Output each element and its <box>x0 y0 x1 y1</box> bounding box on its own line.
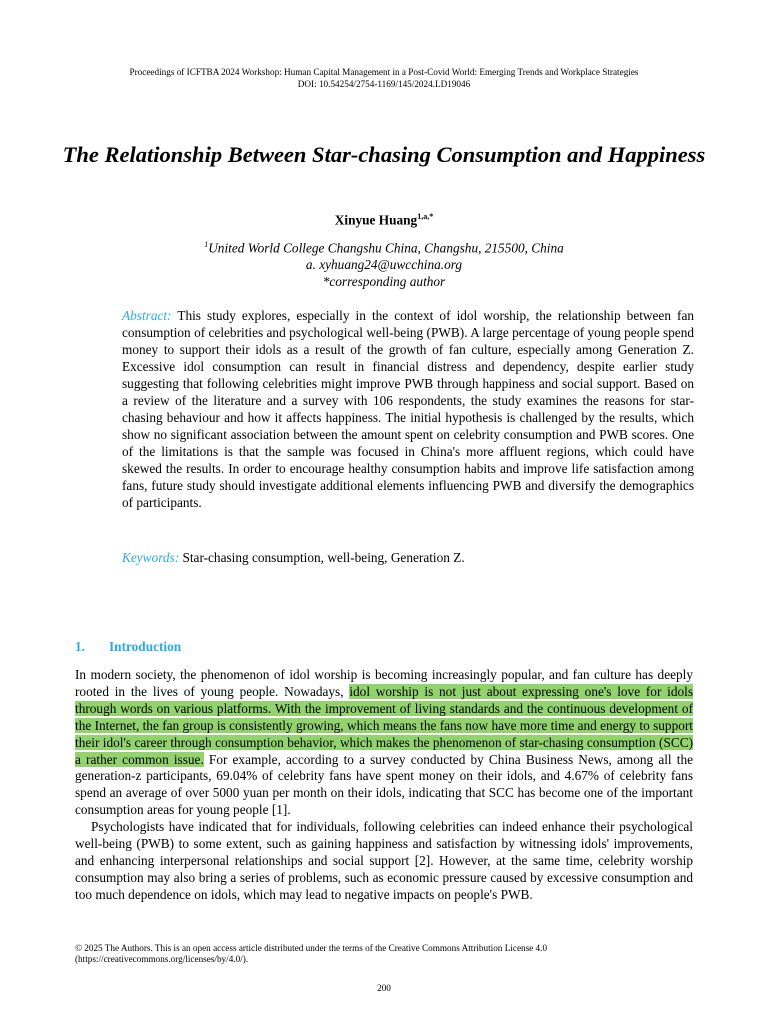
paragraph-1-start: In modern society, the phenomenon of idol worship is becoming increasingly popular, and fan culture has deeply rooted in the lives of young people. Nowadays, <box>75 667 693 699</box>
page-number: 200 <box>377 983 391 993</box>
license-footnote <box>75 943 693 965</box>
author-superscript: 1,a,* <box>417 212 434 221</box>
proceedings-line: Proceedings of ICFTBA 2024 Workshop: Human Capital Management in a Post-Covid World: Emerging Trends and Workplace Strategies <box>129 67 639 77</box>
affiliation <box>0 236 768 256</box>
paragraph-1 <box>75 667 693 819</box>
doi-line: DOI: 10.54254/2754-1169/145/2024.LD19046 <box>297 78 471 89</box>
author-email[interactable]: a. xyhuang24@uwcchina.org <box>305 257 463 273</box>
affiliation-superscript: 1 <box>204 240 209 249</box>
corresponding-note: *corresponding author <box>322 274 446 290</box>
section-heading <box>75 639 181 655</box>
abstract <box>122 307 694 511</box>
paragraph-1-end: For example, according to a survey conducted by China Business News, among all the generation-z participants, 69.04% of celebrity fans have spent money on their idols, and 4.67% of celebrity fans spend an average of over 5000 yuan per month on their idols, indicating that SCC has become one of the important consumption areas for young people [1]. <box>75 751 694 818</box>
abstract-text: This study explores, especially in the context of idol worship, the relationship between fan consumption of celebrities and psychological well-being (PWB). A large percentage of young people spend money to support their idols as a result of the growth of fan culture, especially among Generation Z. Excessive idol consumption can result in financial distress and dependency, despite earlier study suggesting that following celebrities might improve PWB through happiness and social support. Based on a review of the literature and a survey with 106 respondents, the study examines the reasons for star-chasing behaviour and how it affects happiness. The initial hypothesis is challenged by the results, which show no significant association between the amount spent on celebrity consumption and PWB scores. One of the limitations is that the sample was focused in China's more affluent regions, which could have skewed the results. In order to encourage healthy consumption habits and improve life satisfaction among fans, future study should investigate additional elements influencing PWB and diversify the demographics of participants. <box>122 308 695 510</box>
running-header <box>40 67 728 90</box>
author-line <box>0 212 768 228</box>
highlighted-text[interactable]: idol worship is not just about expressing one's love for idols through words on various platforms. With the improvement of living standards and the continuous development of the Internet, the fan group is consistently growing, which means the fans now have more time and energy to support their idol's career through consumption behavior, which makes the phenomenon of star-chasing consumption (SCC) a rather common issue. <box>75 683 694 767</box>
paragraph-2: Psychologists have indicated that for individuals, following celebrities can indeed enhance their psychological well-being (PWB) to some extent, such as gaining happiness and satisfaction by witnessing idols' improvements, and enhancing interpersonal relationships and social support [2]. However, at the same time, celebrity worship consumption may also bring a series of problems, such as economic pressure caused by excessive consumption and too much dependence on idols, which may lead to negative impacts on people's PWB. <box>75 819 693 902</box>
affiliation-text: United World College Changshu China, Changshu, 215500, China <box>208 240 564 256</box>
license-line: © 2025 The Authors. This is an open access article distributed under the terms of the Creative Commons Attribution License 4.0 <box>75 943 548 953</box>
license-url[interactable]: (https://creativecommons.org/licenses/by/4.0/). <box>75 954 249 964</box>
affiliation-block <box>0 236 768 290</box>
keywords <box>122 549 694 566</box>
section-title: Introduction <box>109 639 182 654</box>
paper-title: The Relationship Between Star-chasing Consumption and Happiness <box>62 142 706 167</box>
abstract-label: Abstract: <box>122 308 172 323</box>
body-text <box>75 667 693 904</box>
section-number: 1. <box>75 639 85 654</box>
keywords-text: Star-chasing consumption, well-being, Generation Z. <box>182 550 465 565</box>
author-name: Xinyue Huang <box>334 212 418 228</box>
keywords-label: Keywords: <box>122 550 180 565</box>
